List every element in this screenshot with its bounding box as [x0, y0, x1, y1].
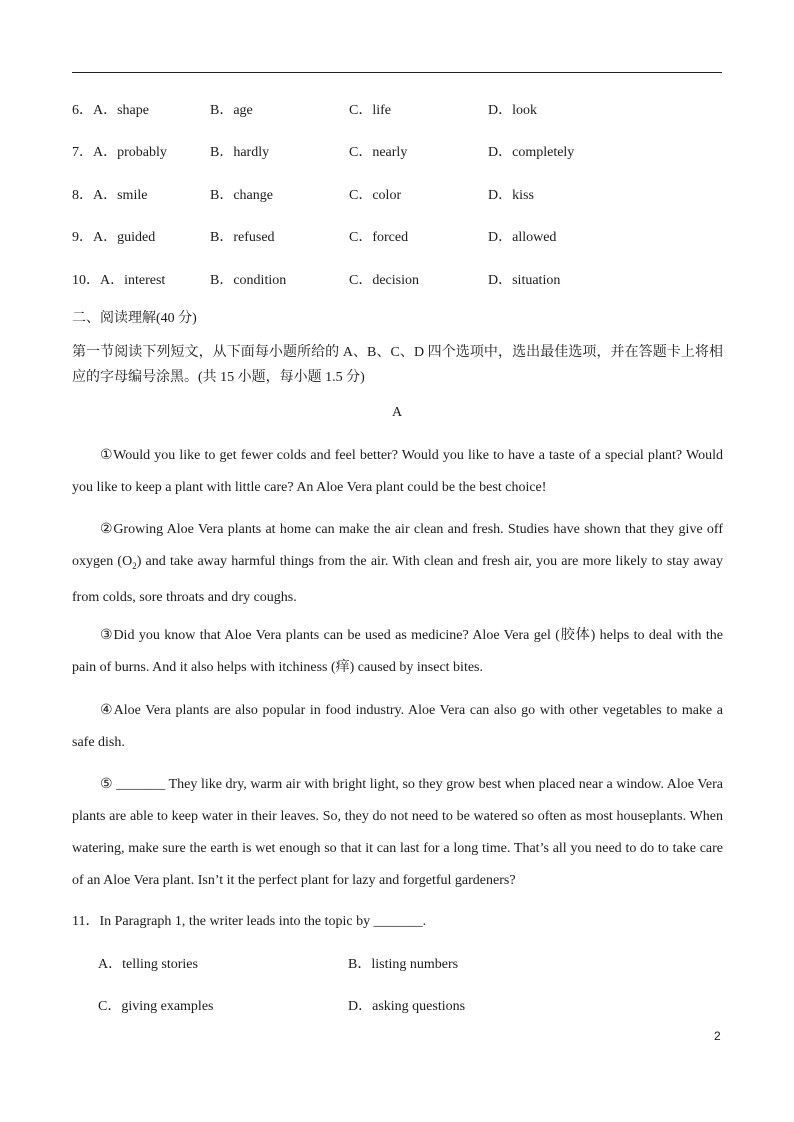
passage-title: A [391, 405, 403, 420]
paragraph-3: ③Did you know that Aloe Vera plants can be used as medicine? Aloe Vera gel (胶体) helps to deal with the pain of burns. And it also helps with itchiness (痒) caused by insect bites. [72, 628, 723, 675]
question-11-option-b: B．listing numbers [348, 957, 459, 972]
option-9-c: C．forced [349, 230, 409, 245]
paragraph-1: ①Would you like to get fewer colds and feel better? Would you like to have a taste of a special plant? Would you like to keep a plant with little care? An Aloe Vera plant could be the best choice! [72, 448, 723, 495]
option-8-d: D．kiss [488, 188, 534, 203]
option-9-a: 9．A．guided [72, 230, 156, 245]
oxygen-subscript: 2 [132, 560, 137, 571]
question-11-option-a: A．telling stories [98, 957, 198, 972]
option-7-d: D．completely [488, 145, 575, 160]
option-8-a: 8．A．smile [72, 188, 148, 203]
option-7-b: B．hardly [210, 145, 270, 160]
option-6-a: 6．A．shape [72, 103, 149, 118]
option-6-c: C．life [349, 103, 391, 118]
paragraph-2-text-b: ) and take away harmful things from the air. With clean and fresh air, you are more likely to stay away from colds, sore throats and dry coughs. [72, 554, 723, 605]
option-6-b: B．age [210, 103, 253, 118]
option-7-c: C．nearly [349, 145, 408, 160]
paragraph-2 [72, 514, 723, 614]
paragraph-2-text-a: ②Growing Aloe Vera plants at home can make the air clean and fresh. Studies have shown that they give off oxygen (O [72, 522, 723, 569]
option-8-c: C．color [349, 188, 402, 203]
option-10-a: 10．A．interest [72, 273, 166, 288]
section-title: 二、阅读理解(40 分) [72, 311, 197, 326]
option-10-b: B．condition [210, 273, 287, 288]
option-6-d: D．look [488, 103, 537, 118]
section-instructions: 第一节阅读下列短文，从下面每小题所给的 A、B、C、D 四个选项中，选出最佳选项，并在答题卡上将相应的字母编号涂黑。(共 15 小题，每小题 1.5 分) [72, 345, 723, 385]
question-11-option-c: C．giving examples [98, 999, 214, 1014]
paragraph-5: ⑤ _______ They like dry, warm air with bright light, so they grow best when placed near a window. Aloe Vera plants are able to keep water in their leaves. So, they do not need to be watered so often as most houseplants. When watering, make sure the earth is wet enough so that it can last for a long time. That’s all you need to do to take care of an Aloe Vera plant. Isn’t it the perfect plant for lazy and forgetful gardeners? [72, 777, 723, 888]
option-8-b: B．change [210, 188, 273, 203]
header-rule [72, 72, 722, 73]
option-9-b: B．refused [210, 230, 275, 245]
page-number: 2 [714, 1029, 721, 1043]
option-7-a: 7．A．probably [72, 145, 167, 160]
option-10-d: D．situation [488, 273, 561, 288]
paragraph-4: ④Aloe Vera plants are also popular in food industry. Aloe Vera can also go with other vegetables to make a safe dish. [72, 703, 723, 750]
option-9-d: D．allowed [488, 230, 557, 245]
question-11-stem: 11．In Paragraph 1, the writer leads into the topic by _______. [72, 914, 427, 929]
option-10-c: C．decision [349, 273, 419, 288]
question-11-option-d: D．asking questions [348, 999, 466, 1014]
